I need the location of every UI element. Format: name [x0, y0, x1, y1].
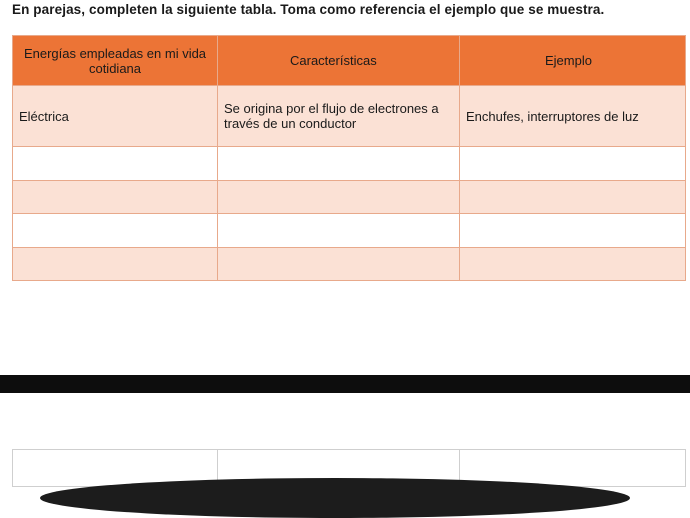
table-row-example — [13, 86, 686, 147]
empty-cell[interactable] — [460, 248, 686, 281]
table-row-empty — [13, 181, 686, 214]
empty-cell[interactable] — [460, 147, 686, 181]
empty-cell[interactable] — [13, 181, 218, 214]
empty-cell[interactable] — [218, 248, 460, 281]
dark-overlay-shape — [40, 478, 630, 518]
instruction-text: En parejas, completen la siguiente tabla. Toma como referencia el ejemplo que se muestra. — [12, 2, 605, 17]
empty-cell[interactable] — [218, 214, 460, 248]
empty-cell[interactable] — [460, 181, 686, 214]
empty-cell[interactable] — [13, 248, 218, 281]
empty-cell[interactable] — [13, 147, 218, 181]
header-example: Ejemplo — [460, 36, 686, 86]
header-energies: Energías empleadas en mi vida cotidiana — [13, 36, 218, 86]
table-row-empty — [13, 147, 686, 181]
empty-cell[interactable] — [218, 147, 460, 181]
energy-table — [12, 35, 686, 281]
header-characteristics: Características — [218, 36, 460, 86]
cell-characteristics: Se origina por el flujo de electrones a través de un conductor — [218, 86, 460, 147]
table-row-empty — [13, 214, 686, 248]
table-header-row — [13, 36, 686, 86]
empty-cell[interactable] — [13, 214, 218, 248]
cell-example: Enchufes, interruptores de luz — [460, 86, 686, 147]
table-row-empty — [13, 248, 686, 281]
page-divider — [0, 375, 690, 393]
empty-cell[interactable] — [218, 181, 460, 214]
empty-cell[interactable] — [460, 214, 686, 248]
cell-energy-type: Eléctrica — [13, 86, 218, 147]
